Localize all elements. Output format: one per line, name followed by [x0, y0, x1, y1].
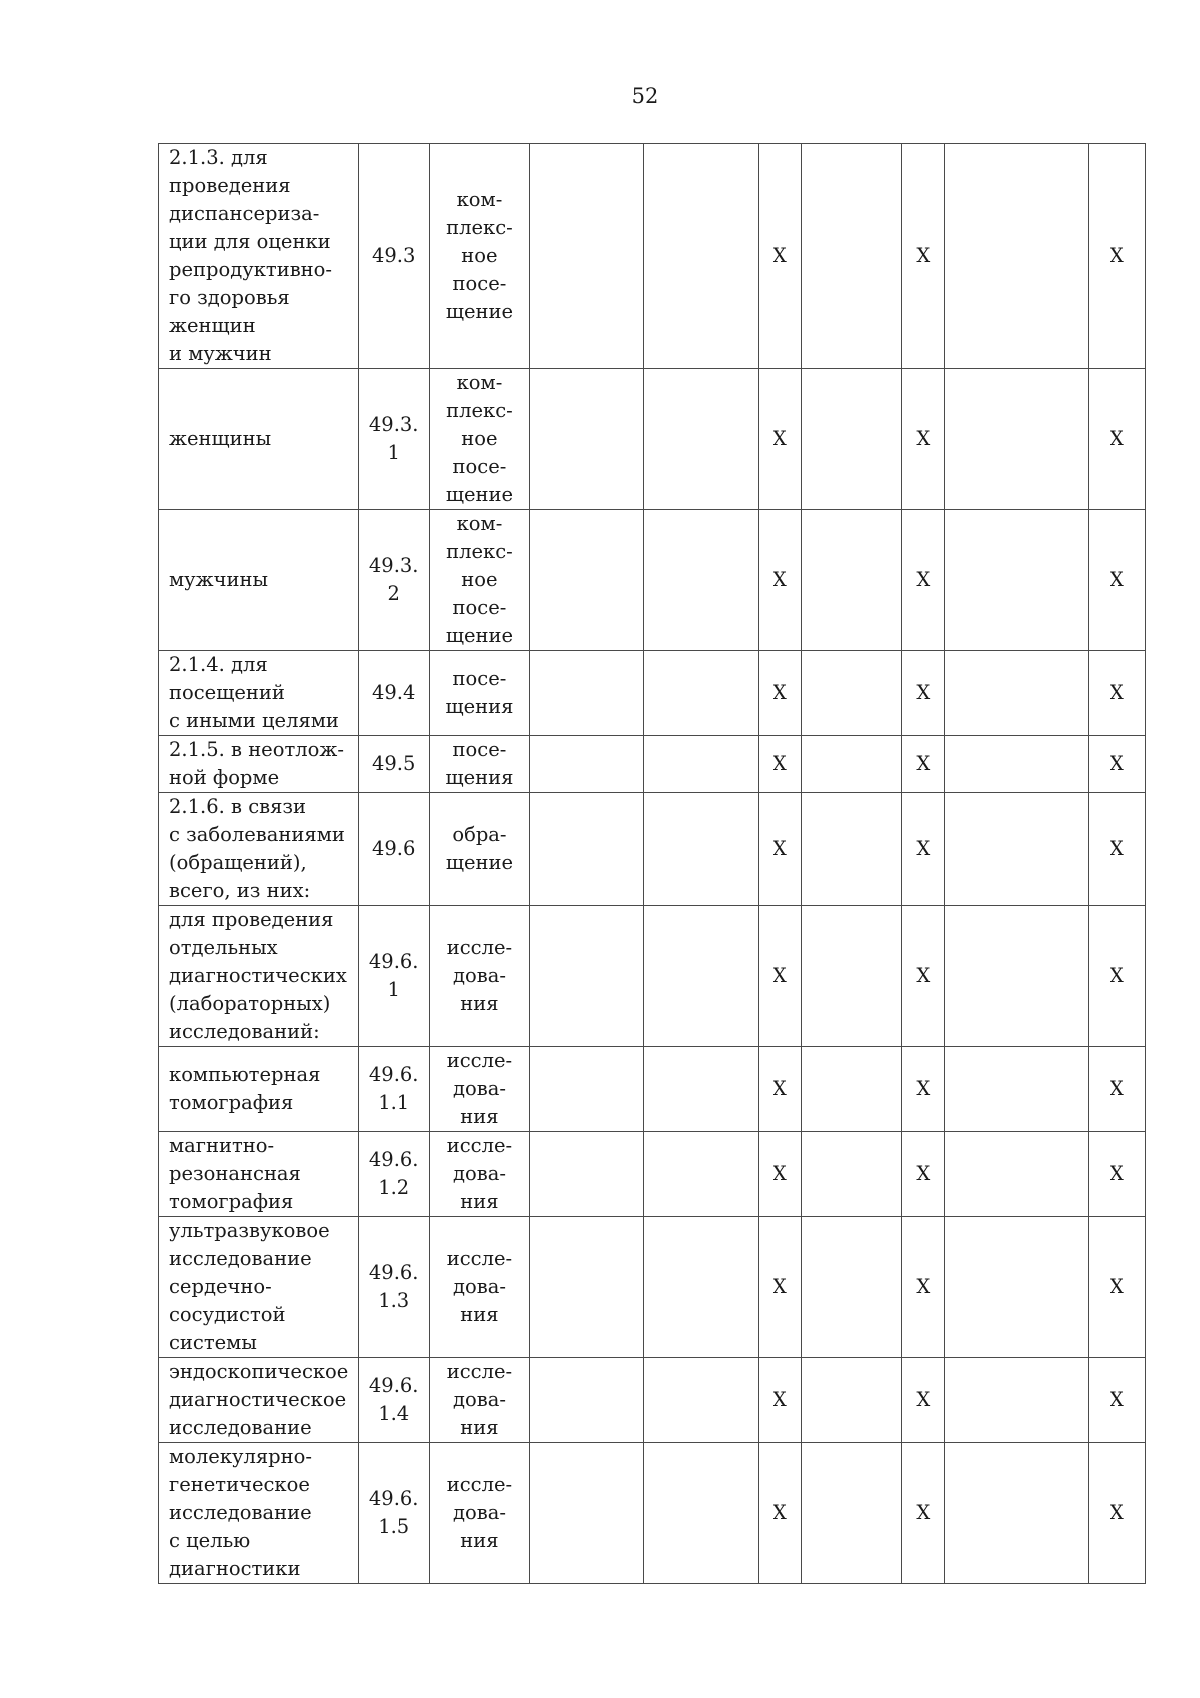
cell-line: ное [461, 427, 498, 450]
row-code-cell [358, 1217, 429, 1358]
cell-line: плекс- [446, 540, 513, 563]
x-mark-cell: X [1088, 1132, 1145, 1217]
table-body [159, 144, 1146, 1584]
cell-line: диагностическое [169, 1388, 347, 1411]
cell-line: проведения [169, 174, 291, 197]
unit-cell [429, 144, 529, 369]
row-label-cell [159, 736, 359, 793]
empty-cell [945, 369, 1088, 510]
x-mark-cell: X [1088, 1443, 1145, 1584]
cell-line: женщин [169, 314, 256, 337]
table-row [159, 510, 1146, 651]
empty-cell [801, 906, 901, 1047]
cell-line: диагностических [169, 964, 347, 987]
x-mark-cell: X [1088, 144, 1145, 369]
table-row [159, 906, 1146, 1047]
empty-cell [530, 1132, 644, 1217]
cell-line: 49.3. [368, 554, 419, 577]
table-row [159, 793, 1146, 906]
empty-cell [945, 793, 1088, 906]
cell-line: 1.3 [378, 1289, 410, 1312]
cell-line: ния [460, 1303, 499, 1326]
cell-line: (обращений), [169, 851, 307, 874]
cell-line: эндоскопическое [169, 1360, 349, 1383]
cell-line: щение [445, 300, 514, 323]
cell-line: плекс- [446, 216, 513, 239]
unit-cell [429, 369, 529, 510]
cell-line: посе- [452, 455, 507, 478]
x-mark-cell: X [1088, 1358, 1145, 1443]
row-code-cell [358, 1358, 429, 1443]
cell-line: ное [461, 568, 498, 591]
empty-cell [644, 1047, 758, 1132]
cell-line: ции для оценки [169, 230, 331, 253]
empty-cell [644, 906, 758, 1047]
cell-line: молекулярно- [169, 1445, 312, 1468]
x-mark-cell: X [902, 1358, 945, 1443]
cell-line: дова- [452, 964, 506, 987]
x-mark-cell: X [758, 736, 801, 793]
cell-line: 1 [387, 441, 400, 464]
empty-cell [801, 1358, 901, 1443]
row-code-cell [358, 1132, 429, 1217]
empty-cell [801, 510, 901, 651]
cell-line: дова- [452, 1388, 506, 1411]
x-mark-cell: X [1088, 510, 1145, 651]
cell-line: посе- [452, 667, 507, 690]
empty-cell [945, 1047, 1088, 1132]
cell-line: го здоровья [169, 286, 290, 309]
cell-line: плекс- [446, 399, 513, 422]
cell-line: посе- [452, 596, 507, 619]
empty-cell [644, 369, 758, 510]
x-mark-cell: X [902, 793, 945, 906]
table-row [159, 1047, 1146, 1132]
empty-cell [530, 906, 644, 1047]
x-mark-cell: X [758, 651, 801, 736]
empty-cell [945, 906, 1088, 1047]
cell-line: для проведения [169, 908, 334, 931]
empty-cell [801, 793, 901, 906]
empty-cell [530, 144, 644, 369]
x-mark-cell: X [758, 510, 801, 651]
row-label-cell [159, 1217, 359, 1358]
row-label-cell [159, 651, 359, 736]
cell-line: с заболеваниями [169, 823, 345, 846]
x-mark-cell: X [902, 1217, 945, 1358]
empty-cell [945, 1217, 1088, 1358]
x-mark-cell: X [758, 144, 801, 369]
table-row [159, 1358, 1146, 1443]
cell-line: ное [461, 244, 498, 267]
cell-line: 49.6. [368, 1487, 419, 1510]
page-number: 52 [631, 84, 659, 108]
x-mark-cell: X [1088, 793, 1145, 906]
cell-line: щения [445, 695, 514, 718]
x-mark-cell: X [902, 144, 945, 369]
row-code-cell [358, 736, 429, 793]
cell-line: ния [460, 992, 499, 1015]
cell-line: ком- [456, 188, 503, 211]
row-label-cell [159, 906, 359, 1047]
x-mark-cell: X [1088, 651, 1145, 736]
x-mark-cell: X [902, 651, 945, 736]
empty-cell [945, 144, 1088, 369]
empty-cell [644, 736, 758, 793]
cell-line: мужчины [169, 568, 268, 591]
empty-cell [801, 1047, 901, 1132]
empty-cell [530, 1358, 644, 1443]
cell-line: (лабораторных) [169, 992, 331, 1015]
empty-cell [644, 1217, 758, 1358]
empty-cell [530, 1217, 644, 1358]
unit-cell [429, 651, 529, 736]
cell-line: и мужчин [169, 342, 272, 365]
cell-line: дова- [452, 1077, 506, 1100]
empty-cell [801, 736, 901, 793]
cell-line: ния [460, 1190, 499, 1213]
row-label-cell [159, 144, 359, 369]
empty-cell [530, 793, 644, 906]
row-code-cell [358, 793, 429, 906]
cell-line: диспансериза- [169, 202, 320, 225]
cell-line: исследование [169, 1501, 312, 1524]
x-mark-cell: X [902, 1047, 945, 1132]
empty-cell [644, 1358, 758, 1443]
x-mark-cell: X [1088, 1047, 1145, 1132]
row-label-cell [159, 510, 359, 651]
row-code-cell [358, 144, 429, 369]
empty-cell [644, 510, 758, 651]
cell-line: 49.3. [368, 413, 419, 436]
cell-line: генетическое [169, 1473, 310, 1496]
cell-line: 1.1 [378, 1091, 410, 1114]
cell-line: щение [445, 851, 514, 874]
x-mark-cell: X [902, 1132, 945, 1217]
x-mark-cell: X [1088, 1217, 1145, 1358]
empty-cell [945, 1358, 1088, 1443]
cell-line: магнитно- [169, 1134, 275, 1157]
row-label-cell [159, 1358, 359, 1443]
cell-line: резонансная [169, 1162, 301, 1185]
cell-line: 49.6. [368, 1063, 419, 1086]
empty-cell [945, 1132, 1088, 1217]
x-mark-cell: X [1088, 736, 1145, 793]
table-row [159, 144, 1146, 369]
cell-line: всего, из них: [169, 879, 311, 902]
cell-line: томография [169, 1190, 294, 1213]
x-mark-cell: X [1088, 906, 1145, 1047]
cell-line: 1.5 [378, 1515, 410, 1538]
empty-cell [644, 651, 758, 736]
cell-line: щения [445, 766, 514, 789]
empty-cell [801, 1132, 901, 1217]
table-row [159, 651, 1146, 736]
cell-line: посе- [452, 738, 507, 761]
x-mark-cell: X [902, 1443, 945, 1584]
data-table [158, 143, 1146, 1584]
cell-line: диагностики [169, 1557, 301, 1580]
row-label-cell [159, 1047, 359, 1132]
empty-cell [945, 651, 1088, 736]
cell-line: дова- [452, 1501, 506, 1524]
cell-line: ния [460, 1105, 499, 1128]
x-mark-cell: X [758, 906, 801, 1047]
unit-cell [429, 793, 529, 906]
row-code-cell [358, 1443, 429, 1584]
empty-cell [801, 1217, 901, 1358]
cell-line: иссле- [446, 1360, 513, 1383]
empty-cell [530, 510, 644, 651]
unit-cell [429, 906, 529, 1047]
empty-cell [945, 736, 1088, 793]
empty-cell [644, 1443, 758, 1584]
cell-line: 2.1.6. в связи [169, 795, 307, 818]
row-label-cell [159, 369, 359, 510]
cell-line: иссле- [446, 936, 513, 959]
cell-line: щение [445, 483, 514, 506]
cell-line: 49.3 [371, 244, 416, 267]
cell-line: 1.2 [378, 1176, 410, 1199]
cell-line: ния [460, 1529, 499, 1552]
unit-cell [429, 1217, 529, 1358]
cell-line: отдельных [169, 936, 278, 959]
empty-cell [945, 1443, 1088, 1584]
cell-line: 1.4 [378, 1402, 410, 1425]
unit-cell [429, 1047, 529, 1132]
empty-cell [801, 144, 901, 369]
empty-cell [530, 651, 644, 736]
cell-line: 49.6. [368, 1148, 419, 1171]
cell-line: 1 [387, 978, 400, 1001]
cell-line: 49.4 [371, 681, 416, 704]
empty-cell [644, 793, 758, 906]
cell-line: томография [169, 1091, 294, 1114]
x-mark-cell: X [902, 906, 945, 1047]
empty-cell [644, 1132, 758, 1217]
table-row [159, 369, 1146, 510]
cell-line: иссле- [446, 1134, 513, 1157]
table-row [159, 1132, 1146, 1217]
cell-line: обра- [452, 823, 507, 846]
empty-cell [530, 1443, 644, 1584]
x-mark-cell: X [758, 1047, 801, 1132]
empty-cell [801, 1443, 901, 1584]
row-code-cell [358, 510, 429, 651]
cell-line: ком- [456, 371, 503, 394]
cell-line: 49.6. [368, 950, 419, 973]
cell-line: сосудистой [169, 1303, 286, 1326]
empty-cell [945, 510, 1088, 651]
cell-line: репродуктивно- [169, 258, 332, 281]
cell-line: ной форме [169, 766, 280, 789]
cell-line: дова- [452, 1162, 506, 1185]
cell-line: с иными целями [169, 709, 339, 732]
cell-line: с целью [169, 1529, 251, 1552]
unit-cell [429, 1358, 529, 1443]
cell-line: исследование [169, 1247, 312, 1270]
x-mark-cell: X [902, 369, 945, 510]
empty-cell [530, 736, 644, 793]
x-mark-cell: X [758, 1132, 801, 1217]
x-mark-cell: X [758, 1443, 801, 1584]
x-mark-cell: X [902, 736, 945, 793]
table-row [159, 736, 1146, 793]
cell-line: исследований: [169, 1020, 320, 1043]
unit-cell [429, 1132, 529, 1217]
empty-cell [644, 144, 758, 369]
cell-line: иссле- [446, 1473, 513, 1496]
cell-line: 49.6. [368, 1374, 419, 1397]
unit-cell [429, 736, 529, 793]
row-label-cell [159, 1443, 359, 1584]
unit-cell [429, 510, 529, 651]
x-mark-cell: X [758, 793, 801, 906]
unit-cell [429, 1443, 529, 1584]
cell-line: 49.6. [368, 1261, 419, 1284]
row-code-cell [358, 651, 429, 736]
row-code-cell [358, 1047, 429, 1132]
cell-line: исследование [169, 1416, 312, 1439]
table-row [159, 1217, 1146, 1358]
x-mark-cell: X [758, 1358, 801, 1443]
cell-line: 49.5 [371, 752, 416, 775]
x-mark-cell: X [758, 369, 801, 510]
cell-line: 49.6 [371, 837, 416, 860]
cell-line: иссле- [446, 1049, 513, 1072]
cell-line: иссле- [446, 1247, 513, 1270]
cell-line: сердечно- [169, 1275, 272, 1298]
cell-line: системы [169, 1331, 257, 1354]
row-label-cell [159, 1132, 359, 1217]
empty-cell [801, 651, 901, 736]
x-mark-cell: X [758, 1217, 801, 1358]
row-code-cell [358, 906, 429, 1047]
cell-line: ния [460, 1416, 499, 1439]
cell-line: компьютерная [169, 1063, 321, 1086]
cell-line: женщины [169, 427, 272, 450]
table-row [159, 1443, 1146, 1584]
cell-line: 2.1.5. в неотлож- [169, 738, 344, 761]
cell-line: 2 [387, 582, 400, 605]
row-label-cell [159, 793, 359, 906]
x-mark-cell: X [1088, 369, 1145, 510]
cell-line: дова- [452, 1275, 506, 1298]
cell-line: посе- [452, 272, 507, 295]
row-code-cell [358, 369, 429, 510]
empty-cell [530, 369, 644, 510]
cell-line: 2.1.4. для [169, 653, 268, 676]
cell-line: ультразвуковое [169, 1219, 330, 1242]
empty-cell [801, 369, 901, 510]
cell-line: ком- [456, 512, 503, 535]
x-mark-cell: X [902, 510, 945, 651]
cell-line: посещений [169, 681, 285, 704]
empty-cell [530, 1047, 644, 1132]
cell-line: щение [445, 624, 514, 647]
cell-line: 2.1.3. для [169, 146, 268, 169]
